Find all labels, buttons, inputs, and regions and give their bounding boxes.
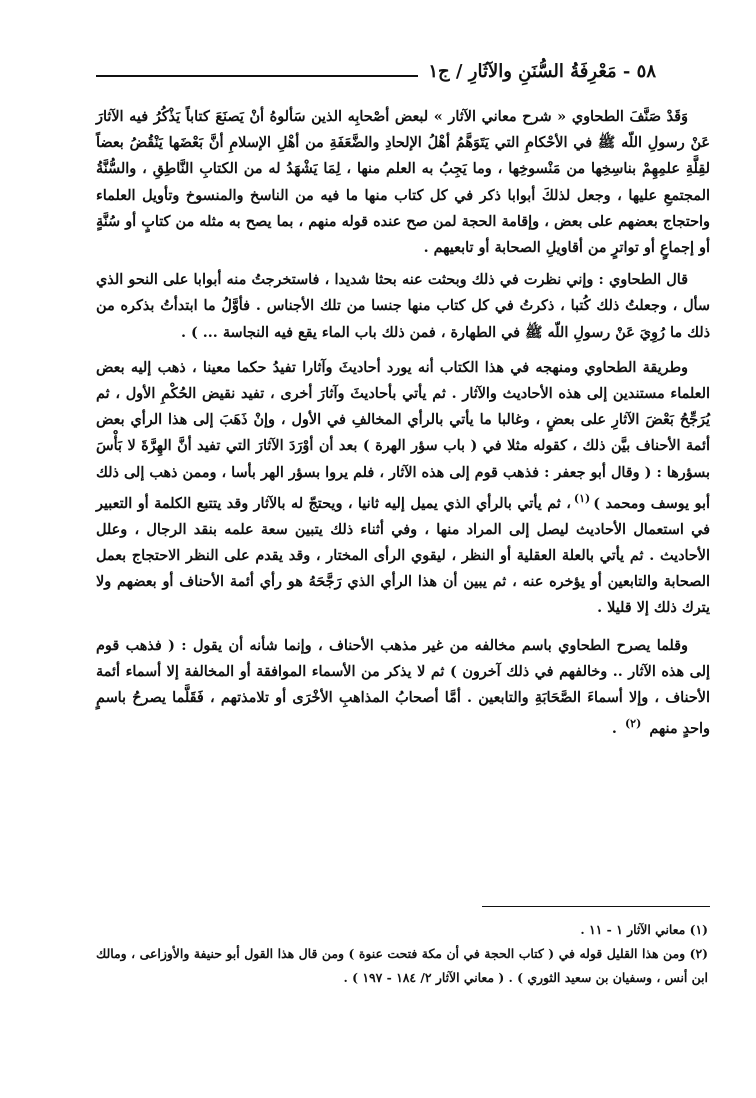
paragraph-3-continuation: ، ثم يأتي بالرأي الذي يميل إليه ثانيا ، ويحتجّ له بالآثار وقد يتتبع الكلمة أو التعبير في استعمال الأحاديث ليصل إلى المراد منها ، وفي أثناء ذلك يتبين سعة علمه بنقد الرجال ، وعلل الأحاديث . ثم يأتي بالعلة العقلية أو النظر ، ليقوي الرأى المختار ، وقد يقدم على النظر الاحتجاج بعمل الصحابة والتابعين أو يؤخره عنه ، ثم يبين أن هذا الرأي الذي رَجَّحَهُ هو رأي أئمة الأحناف أو بعضهم ولا يترك ذلك إلا قليلا . — [96, 494, 710, 617]
footnote-1: (١) معاني الآثار ١ - ١١ . — [580, 922, 708, 937]
paragraph-1: وَقَدْ صَنَّفَ الطحاوي « شرح معاني الآثار » لبعض أصْحابِه الذين سَألوهُ أنْ يَصنَعَ كتاباً يَذْكُرُ فيه الآثارَ عَنْ رسولِ اللّه ﷺ في الأحْكامِ التي يَتَوَهَّمُ أهْلُ الإلحادِ والضَّعَفَةِ من أهْلِ الإسلامِ أنَّ بَعْضَها يَنْقُضُ بعضاً لقِلَّةِ علمِهِمْ بناسِخِها من مَنْسوخِها ، وما يَجِبُ به العلم منها ، لِمَا يَشْهَدُ له من الكتابِ النَّاطِقِ ، والسُّنَّةُ المجتمعِ عليها ، وجعل لذلكَ أبوابا ذكر في كل كتاب منها ما فيه من الناسخ والمنسوخ وتأويل العلماء واحتجاج بعضهم على بعض ، وإقامة الحجة لمن صح عنده قوله منهم ، بما يصح به مثله من كتابٍ أو سُنَّةٍ أو إجماعٍ أو تواترٍ من أقاويلِ الصحابة أو تابعيهم . — [96, 108, 710, 257]
paragraph-4 — [96, 633, 710, 743]
paragraph-3 — [96, 355, 710, 622]
paragraph-4-end: . — [611, 720, 622, 738]
paragraph-4-text: وقلما يصرح الطحاوي باسم مخالفه من غير مذهب الأحناف ، وإنما شأنه أن يقول : ( فذهب قوم إلى هذه الآثار .. وخالفهم في ذلك آخرون ) ثم لا يذكر من الأسماء الموافقة أو المخالفة إلا أسماء أئمة الأحناف ، وإلا أسماءَ الصَّحَابَةِ والتابعين . أمَّا أصحابُ المذاهبِ الأخْرَى أو تلامذتهم ، فَقَلَّما يصرحُ باسمٍ واحدٍ منهم — [96, 636, 710, 738]
footnote-separator — [482, 906, 710, 907]
main-text — [96, 104, 710, 742]
page-header-title: ٥٨ - مَعْرِفَةُ السُّنَنِ والآثَارِ / ج١ — [428, 61, 656, 82]
footnote-ref-2: (٢) — [624, 717, 642, 731]
paragraph-2: قال الطحاوي : وإني نظرت في ذلك وبحثت عنه بحثا شديدا ، فاستخرجتُ منه أبوابا على النحو الذي سأل ، وجعلتُ ذلك كُتبا ، ذكرتُ في كل كتاب منها جنسا من تلك الأجناس . فأوَّلُ ما ابتدأتُ بذكره من ذلك ما رُوِيَ عَنْ رسولِ اللّه ﷺ في الطهارة ، فمن ذلك باب الماء يقع فيه النجاسة ... ) . — [96, 271, 710, 341]
footnotes — [96, 918, 710, 990]
paragraph-3-text: وطريقة الطحاوي ومنهجه في هذا الكتاب أنه يورد أحاديثَ وآثارا تفيدُ حكما معينا ، ذهب إليه بعض العلماء مستندين إلى هذه الأحاديث والآثار . ثم يأتي بأحاديثَ وآثارَ أخرى ، تفيد نقيض الحُكْمِ الأول ، ثم يُرَجِّحُ بَعْضَ الآثارِ على بعضٍ ، وغالبا ما يأتي بالرأي المخالفِ في الأول ، وإنْ ذَهَبَ إلى هذا الرأي بعض أئمة الأحناف بيَّن ذلك ، كقوله مثلا في ( باب سؤر الهرة ) بعد أن أوْرَدَ الآثارَ التي تفيد أنَّ الهِرَّةَ لا بَأْسَ بسؤرها : ( وقال أبو جعفر : فذهب قوم إلى هذه الآثار ، فلم يروا بسؤر الهر بأسا ، وممن ذهب إلى ذلك أبو يوسف ومحمد ) — [96, 358, 710, 512]
footnote-2: (٢) ومن هذا القليل قوله في ( كتاب الحجة في أن مكة فتحت عنوة ) ومن قال هذا القول أبو حنيفة والأوزاعى ، ومالك ابن أنس ، وسفيان بن سعيد الثوري ) . ( معاني الآثار ٢/ ١٨٤ - ١٩٧ ) . — [96, 946, 708, 985]
running-header — [96, 58, 656, 82]
footnote-ref-1: (١) — [573, 491, 591, 505]
header-rule — [96, 75, 418, 77]
